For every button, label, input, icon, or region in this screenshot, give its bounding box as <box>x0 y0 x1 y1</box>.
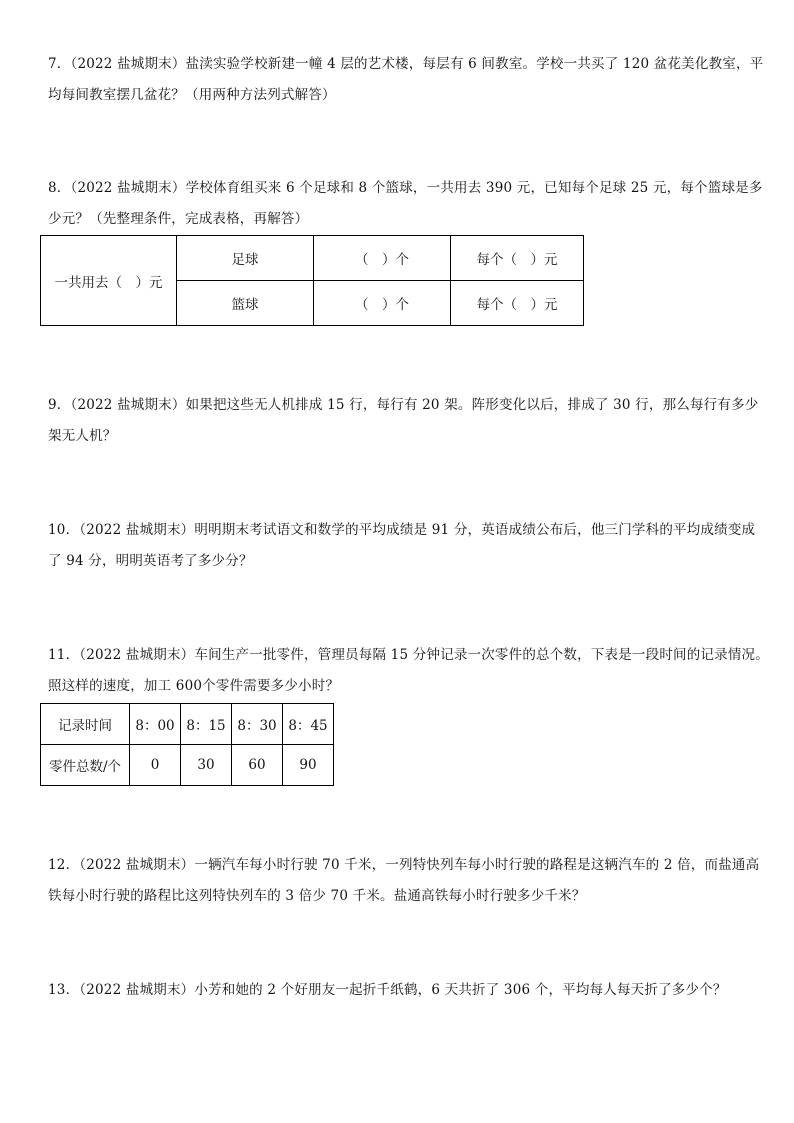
count-cell: 0 <box>130 745 181 786</box>
item-cell: 足球 <box>177 236 314 281</box>
question-11-line-1: 11．（2022 盐城期末）车间生产一批零件，管理员每隔 15 分钟记录一次零件的总个数，下表是一段时间的记录情况。 <box>48 647 769 663</box>
time-cell: 8：30 <box>232 704 283 745</box>
table-row <box>41 704 334 745</box>
count-cell: 90 <box>283 745 334 786</box>
header-cell: 零件总数/个 <box>41 745 130 786</box>
question-8-line-1: 8．（2022 盐城期末）学校体育组买来 6 个足球和 8 个篮球，一共用去 390 元，已知每个足球 25 元，每个篮球是多 <box>48 180 763 196</box>
question-8-line-2: 少元？（先整理条件，完成表格，再解答） <box>48 211 309 227</box>
question-11 <box>48 640 769 702</box>
item-cell: 篮球 <box>177 281 314 326</box>
question-9 <box>48 390 759 452</box>
question-10-line-1: 10．（2022 盐城期末）明明期末考试语文和数学的平均成绩是 91 分，英语成绩公布后，他三门学科的平均成绩变成 <box>48 522 756 538</box>
question-9-line-1: 9．（2022 盐城期末）如果把这些无人机排成 15 行，每行有 20 架。阵形变化以后，排成了 30 行，那么每行有多少 <box>48 397 759 413</box>
question-7-line-1: 7．（2022 盐城期末）盐渎实验学校新建一幢 4 层的艺术楼，每层有 6 间教室。学校一共买了 120 盆花美化教室，平 <box>48 56 764 72</box>
question-9-line-2: 架无人机？ <box>48 428 117 444</box>
question-12-line-2: 铁每小时行驶的路程比这列特快列车的 3 倍少 70 千米。盐通高铁每小时行驶多少千米？ <box>48 888 586 904</box>
time-cell: 8：15 <box>181 704 232 745</box>
question-13-line-1: 13．（2022 盐城期末）小芳和她的 2 个好朋友一起折千纸鹤，6 天共折了 306 个，平均每人每天折了多少个？ <box>48 982 727 998</box>
question-8-table <box>40 235 584 326</box>
count-cell: 30 <box>181 745 232 786</box>
price-cell: 每个（ ）元 <box>451 281 584 326</box>
time-cell: 8：45 <box>283 704 334 745</box>
header-cell: 记录时间 <box>41 704 130 745</box>
question-10 <box>48 515 756 577</box>
question-12 <box>48 850 760 912</box>
count-cell: （ ）个 <box>314 281 451 326</box>
question-10-line-2: 了 94 分，明明英语考了多少分？ <box>48 553 253 569</box>
table-row <box>41 745 334 786</box>
question-7 <box>48 49 764 111</box>
count-cell: 60 <box>232 745 283 786</box>
question-13 <box>48 975 752 1006</box>
question-12-line-1: 12．（2022 盐城期末）一辆汽车每小时行驶 70 千米，一列特快列车每小时行驶的路程是这辆汽车的 2 倍，而盐通高 <box>48 857 760 873</box>
price-cell: 每个（ ）元 <box>451 236 584 281</box>
table-row <box>41 236 584 281</box>
count-cell: （ ）个 <box>314 236 451 281</box>
time-cell: 8：00 <box>130 704 181 745</box>
question-11-line-2: 照这样的速度，加工 600个零件需要多少小时？ <box>48 678 340 694</box>
question-8 <box>48 173 763 235</box>
total-cost-cell: 一共用去（ ）元 <box>41 236 177 326</box>
question-7-line-2: 均每间教室摆几盆花？（用两种方法列式解答） <box>48 87 336 103</box>
question-11-table <box>40 703 334 786</box>
